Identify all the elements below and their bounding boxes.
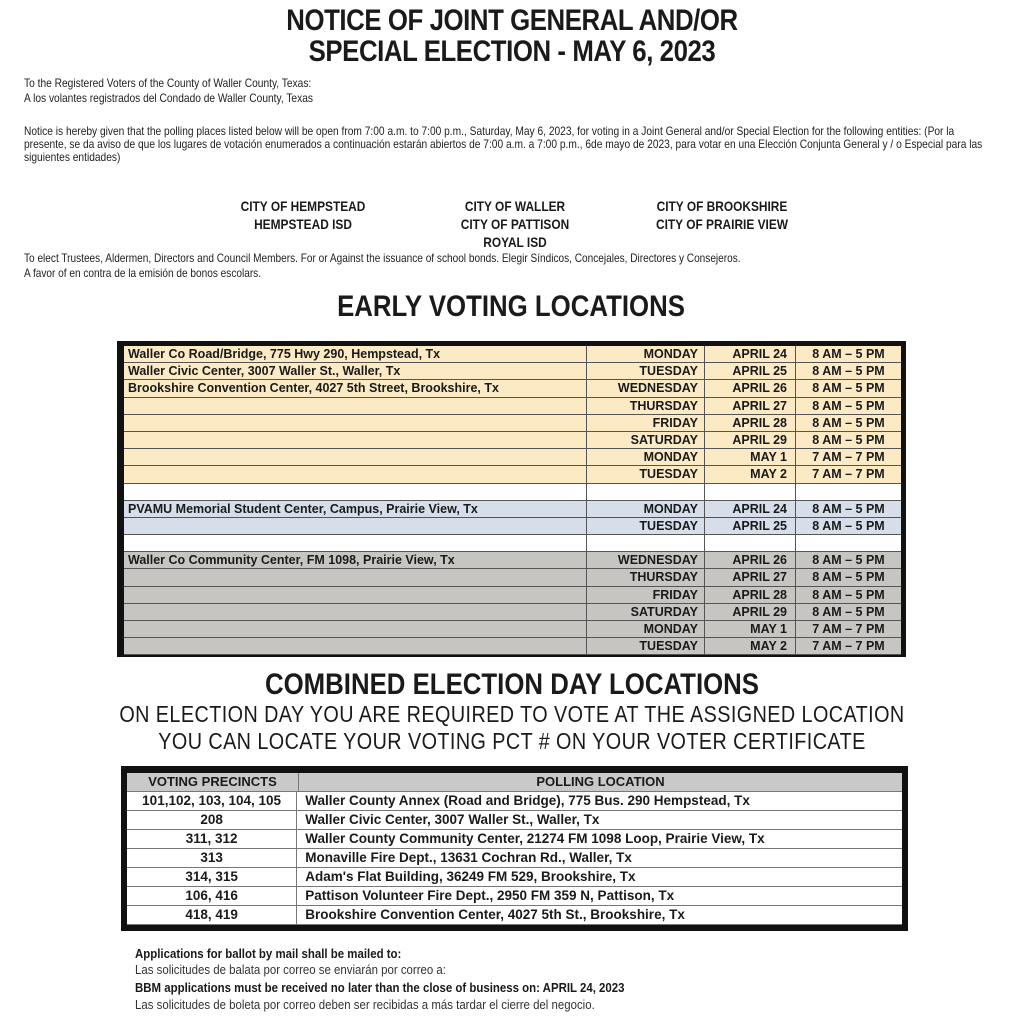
precinct-cell: 208 <box>127 811 297 829</box>
table-row <box>124 552 901 569</box>
entity-royal-isd: ROYAL ISD <box>483 234 547 250</box>
table-row <box>127 811 902 830</box>
day-cell: WEDNESDAY <box>587 552 705 568</box>
date-cell: MAY 1 <box>705 449 796 465</box>
day-cell: MONDAY <box>587 621 705 637</box>
location-cell: PVAMU Memorial Student Center, Campus, Prairie View, Tx <box>124 501 587 517</box>
entity-column-3 <box>637 197 807 233</box>
election-day-notice-1: ON ELECTION DAY YOU ARE REQUIRED TO VOTE AT THE ASSIGNED LOCATION <box>119 701 905 727</box>
elect-text-es: A favor of en contra de la emisión de bonos escolars. <box>24 266 262 280</box>
hours-cell: 8 AM – 5 PM <box>812 398 885 413</box>
entity-column-2 <box>430 197 600 251</box>
precinct-cell: 101,102, 103, 104, 105 <box>127 792 297 810</box>
precinct-cell: 106, 416 <box>127 887 297 905</box>
polling-location-cell: Monaville Fire Dept., 13631 Cochran Rd., Waller, Tx <box>305 850 632 865</box>
precinct-cell: 311, 312 <box>127 830 297 848</box>
hours-cell: 8 AM – 5 PM <box>812 364 885 379</box>
entity-city-hempstead: CITY OF HEMPSTEAD <box>240 198 366 214</box>
day-cell: TUESDAY <box>587 363 705 379</box>
table-row <box>124 380 901 397</box>
polling-location-cell: Waller County Annex (Road and Bridge), 775 Bus. 290 Hempstead, Tx <box>305 793 750 808</box>
location-cell <box>124 518 587 534</box>
day-cell <box>587 535 705 551</box>
hours-cell: 8 AM – 5 PM <box>812 570 885 585</box>
date-cell: APRIL 26 <box>705 380 796 396</box>
early-voting-heading: EARLY VOTING LOCATIONS <box>337 290 685 323</box>
table-row <box>124 484 901 501</box>
location-cell <box>124 638 587 654</box>
day-cell: WEDNESDAY <box>587 380 705 396</box>
election-day-rows <box>127 773 902 925</box>
hours-cell <box>796 484 901 500</box>
table-row <box>124 449 901 466</box>
day-cell: MONDAY <box>587 501 705 517</box>
location-cell <box>124 569 587 585</box>
day-cell <box>587 484 705 500</box>
bbm-deadline-en: BBM applications must be received no later than the close of business on: APRIL 24, 2023 <box>135 980 625 995</box>
table-row <box>124 346 901 363</box>
date-cell: APRIL 26 <box>705 552 796 568</box>
table-row <box>127 906 902 925</box>
table-row <box>127 830 902 849</box>
election-day-table <box>121 766 908 931</box>
date-cell: MAY 1 <box>705 621 796 637</box>
notice-title-line1: NOTICE OF JOINT GENERAL AND/OR <box>286 4 738 37</box>
location-cell <box>124 587 587 603</box>
table-row <box>124 621 901 638</box>
to-voters-es: A los volantes registrados del Condado de Waller County, Texas <box>24 91 313 105</box>
date-cell: APRIL 25 <box>705 363 796 379</box>
date-cell: MAY 2 <box>705 466 796 482</box>
early-voting-rows <box>124 346 901 655</box>
table-row <box>124 604 901 621</box>
hours-cell: 8 AM – 5 PM <box>812 381 885 396</box>
table-row <box>124 535 901 552</box>
mail-ballot-line-es: Las solicitudes de balata por correo se enviarán por correo a: <box>135 962 446 977</box>
location-cell <box>124 415 587 431</box>
table-row <box>124 432 901 449</box>
date-cell: APRIL 24 <box>705 501 796 517</box>
date-cell: APRIL 25 <box>705 518 796 534</box>
date-cell: MAY 2 <box>705 638 796 654</box>
notice-title-line2: SPECIAL ELECTION - MAY 6, 2023 <box>308 35 716 68</box>
day-cell: SATURDAY <box>587 432 705 448</box>
day-cell: FRIDAY <box>587 587 705 603</box>
polling-location-cell: Waller Civic Center, 3007 Waller St., Waller, Tx <box>305 812 600 827</box>
notice-paragraph: Notice is hereby given that the polling places listed below will be open from 7:00 a.m. to 7:00 p.m., Saturday, May 6, 2023, for voting in a Joint General and/or Special Election for the following entities: (Por la presente, se da aviso de que los lugares de votación enumerados a continuación estarán abiertos de 7:00 a.m. a 7:00 p.m., 6de mayo de 2023, para votar en una Elección Conjunta General y / o Especial para las siguientes entidades) <box>24 124 983 164</box>
date-cell: APRIL 27 <box>705 398 796 414</box>
bbm-deadline-es: Las solicitudes de boleta por correo deben ser recibidas a más tardar el cierre del negocio. <box>135 997 595 1012</box>
date-cell <box>705 484 796 500</box>
elect-text-en: To elect Trustees, Aldermen, Directors and Council Members. For or Against the issuance of school bonds. Elegir Síndicos, Concejales, Directores y Consejeros. <box>24 251 741 265</box>
table-header-row <box>127 773 902 792</box>
precinct-cell: 313 <box>127 849 297 867</box>
hours-cell: 7 AM – 7 PM <box>812 622 885 636</box>
location-cell <box>124 398 587 414</box>
day-cell: THURSDAY <box>587 569 705 585</box>
hours-cell: 8 AM – 5 PM <box>812 604 885 619</box>
hours-cell: 8 AM – 5 PM <box>812 347 885 361</box>
entity-city-brookshire: CITY OF BROOKSHIRE <box>656 198 788 214</box>
to-voters-en: To the Registered Voters of the County of Waller County, Texas: <box>24 76 312 90</box>
entity-city-waller: CITY OF WALLER <box>464 198 566 214</box>
day-cell: FRIDAY <box>587 415 705 431</box>
location-cell <box>124 449 587 465</box>
day-cell: TUESDAY <box>587 466 705 482</box>
hours-cell: 7 AM – 7 PM <box>812 639 885 654</box>
polling-location-cell: Adam's Flat Building, 36249 FM 529, Brookshire, Tx <box>305 869 636 884</box>
table-row <box>124 569 901 586</box>
table-row <box>127 887 902 906</box>
hours-cell: 8 AM – 5 PM <box>812 501 885 516</box>
date-cell <box>705 535 796 551</box>
entity-city-pattison: CITY OF PATTISON <box>460 216 570 232</box>
polling-location-cell: Brookshire Convention Center, 4027 5th St., Brookshire, Tx <box>305 907 685 922</box>
hours-cell: 8 AM – 5 PM <box>812 553 885 568</box>
date-cell: APRIL 28 <box>705 587 796 603</box>
entity-hempstead-isd: HEMPSTEAD ISD <box>254 216 352 232</box>
election-day-notice-2: YOU CAN LOCATE YOUR VOTING PCT # ON YOUR VOTER CERTIFICATE <box>158 728 866 754</box>
location-cell: Waller Co Road/Bridge, 775 Hwy 290, Hempstead, Tx <box>124 346 587 362</box>
hours-cell: 8 AM – 5 PM <box>812 587 885 602</box>
location-cell <box>124 535 587 551</box>
polling-location-cell: Waller County Community Center, 21274 FM 1098 Loop, Prairie View, Tx <box>305 831 765 846</box>
table-row <box>124 587 901 604</box>
location-cell <box>124 432 587 448</box>
hours-cell: 8 AM – 5 PM <box>812 415 885 430</box>
table-row <box>127 868 902 887</box>
hours-cell <box>796 535 901 551</box>
date-cell: APRIL 28 <box>705 415 796 431</box>
table-row <box>124 415 901 432</box>
header-polling-location: POLLING LOCATION <box>536 774 665 789</box>
location-cell <box>124 466 587 482</box>
table-row <box>127 849 902 868</box>
day-cell: MONDAY <box>587 449 705 465</box>
table-row <box>127 792 902 811</box>
entity-column-1 <box>218 197 388 233</box>
day-cell: THURSDAY <box>587 398 705 414</box>
precinct-cell: 314, 315 <box>127 868 297 886</box>
day-cell: SATURDAY <box>587 604 705 620</box>
table-row <box>124 518 901 535</box>
date-cell: APRIL 29 <box>705 604 796 620</box>
location-cell <box>124 604 587 620</box>
date-cell: APRIL 27 <box>705 569 796 585</box>
election-day-heading: COMBINED ELECTION DAY LOCATIONS <box>264 668 760 701</box>
polling-location-cell: Pattison Volunteer Fire Dept., 2950 FM 359 N, Pattison, Tx <box>305 888 675 903</box>
date-cell: APRIL 29 <box>705 432 796 448</box>
hours-cell: 7 AM – 7 PM <box>812 450 885 465</box>
early-voting-table <box>117 341 906 657</box>
day-cell: TUESDAY <box>587 518 705 534</box>
day-cell: TUESDAY <box>587 638 705 654</box>
location-cell: Waller Civic Center, 3007 Waller St., Waller, Tx <box>124 363 587 379</box>
hours-cell: 8 AM – 5 PM <box>812 432 885 447</box>
precinct-cell: 418, 419 <box>127 906 297 924</box>
location-cell: Waller Co Community Center, FM 1098, Prairie View, Tx <box>124 552 587 568</box>
date-cell: APRIL 24 <box>705 346 796 362</box>
table-row <box>124 501 901 518</box>
location-cell <box>124 621 587 637</box>
header-voting-precincts: VOTING PRECINCTS <box>127 773 299 791</box>
table-row <box>124 466 901 483</box>
location-cell <box>124 484 587 500</box>
table-row <box>124 398 901 415</box>
table-row <box>124 638 901 655</box>
entity-city-prairie-view: CITY OF PRAIRIE VIEW <box>655 216 789 232</box>
mail-ballot-line-en: Applications for ballot by mail shall be mailed to: <box>135 946 402 961</box>
day-cell: MONDAY <box>587 346 705 362</box>
table-row <box>124 363 901 380</box>
hours-cell: 8 AM – 5 PM <box>812 518 885 533</box>
location-cell: Brookshire Convention Center, 4027 5th Street, Brookshire, Tx <box>124 380 587 396</box>
hours-cell: 7 AM – 7 PM <box>812 467 885 482</box>
